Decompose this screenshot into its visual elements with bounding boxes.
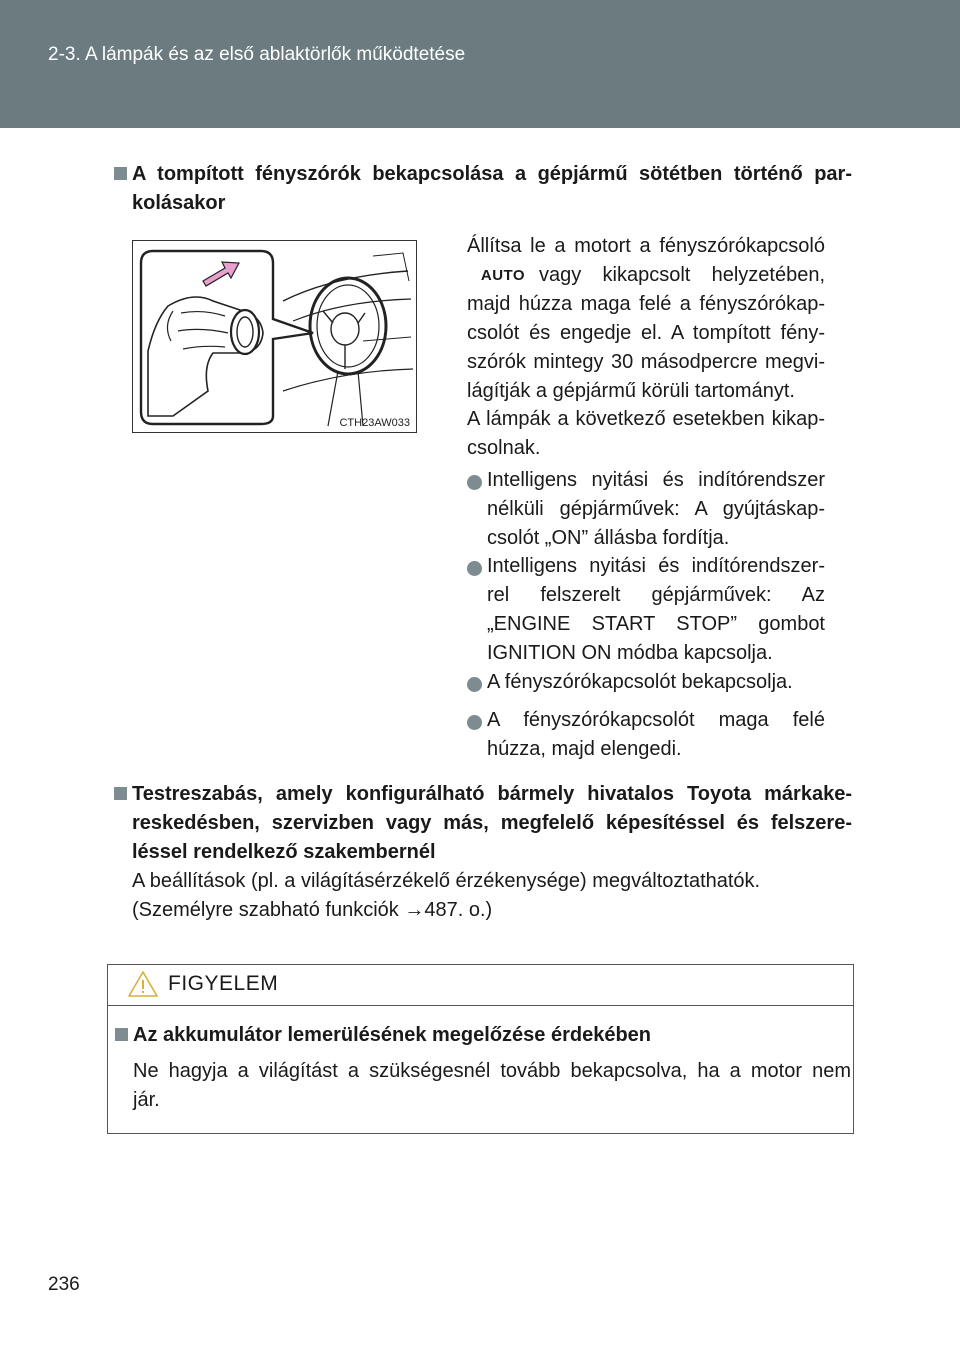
round-bullet-icon xyxy=(467,715,482,730)
customization-body: A beállítások (pl. a világításérzékelő érzékenysége) megváltoztathatók. (Személyre szabható funkciók →487. o.) xyxy=(132,870,761,921)
list-item: Intelligens nyitási és indítórendszer- rel felszerelt gépjárművek: Az „ENGINE START STOP” gombot IGNITION ON módba kapcsolja. xyxy=(487,555,825,664)
page-number: 236 xyxy=(48,1274,80,1295)
figure-code: CTH23AW033 xyxy=(339,417,410,429)
lights-off-note: A lámpák a következő esetekben kikap- csolnak. xyxy=(467,408,825,459)
warning-heading: Az akkumulátor lemerülésének megelőzése érdekében xyxy=(133,1021,833,1050)
list-item: A fényszórókapcsolót bekapcsolja. xyxy=(487,671,793,693)
round-bullet-icon xyxy=(467,475,482,490)
steering-column-drawing xyxy=(133,241,416,432)
list-item: A fényszórókapcsolót maga felé húzza, majd elengedi. xyxy=(487,709,825,760)
round-bullet-icon xyxy=(467,561,482,576)
auto-switch-label: AUTO xyxy=(480,267,526,284)
page-reference-arrow: → xyxy=(404,899,425,921)
page-reference-link[interactable]: 487. o.) xyxy=(424,899,493,921)
warning-box xyxy=(107,964,854,1134)
square-bullet-icon xyxy=(115,1028,128,1041)
list-item: Intelligens nyitási és indítórendszer nélküli gépjárművek: A gyújtáskap- csolót „ON” állásba fordítja. xyxy=(487,469,825,549)
square-bullet-icon xyxy=(114,167,127,180)
headlight-switch-illustration xyxy=(132,240,417,433)
section-heading-parking-lights: A tompított fényszórók bekapcsolása a gépjármű sötétben történő par- kolásakor xyxy=(132,160,852,218)
chapter-title: 2-3. A lámpák és az első ablaktörlők működtetése xyxy=(48,44,466,65)
warning-header xyxy=(108,965,853,1006)
warning-title: FIGYELEM xyxy=(168,972,279,995)
warning-triangle-icon xyxy=(127,970,159,998)
page-header xyxy=(0,0,960,128)
round-bullet-icon xyxy=(467,677,482,692)
instruction-paragraph: Állítsa le a motort a fényszórókapcsoló AUTO vagy kikapcsolt helyzetében, majd húzza maga felé a fényszórókap- csolót és engedje el. A tompított fény- szórók mintegy 30 másodpercre megvi- lágítják a gépjármű körüli tartományt. xyxy=(467,235,825,402)
warning-body: Ne hagyja a világítást a szükségesnél tovább bekapcsolva, ha a motor nem jár. xyxy=(133,1060,851,1111)
section-heading-customization: Testreszabás, amely konfigurálható bármely hivatalos Toyota márkake- reskedésben, szervizben vagy más, megfelelő képesítéssel és felszere- léssel rendelkező szakembernél xyxy=(132,780,852,867)
square-bullet-icon xyxy=(114,787,127,800)
